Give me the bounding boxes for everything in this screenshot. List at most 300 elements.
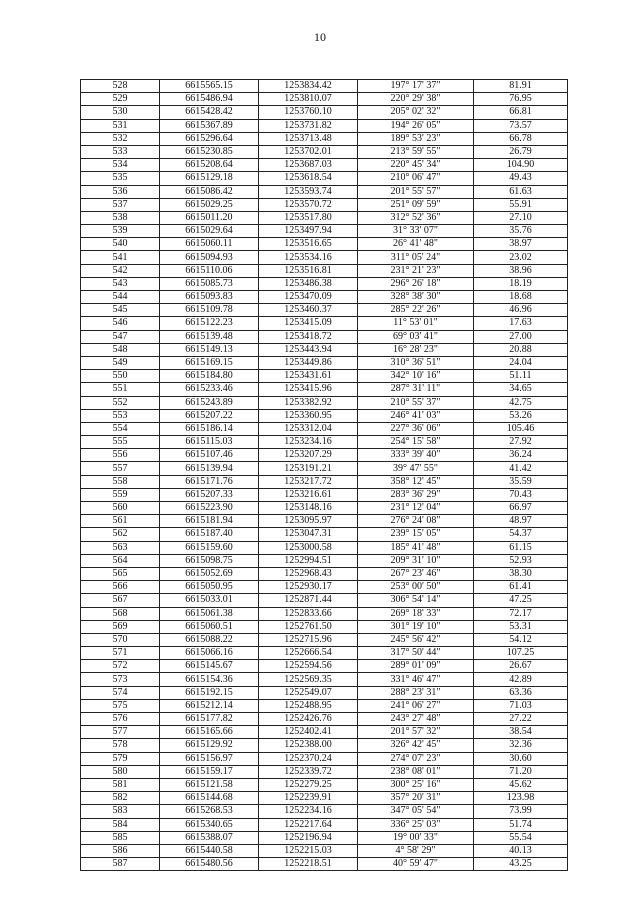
distance-cell: 123.98 [474,792,568,805]
point-number-cell: 581 [81,778,160,791]
distance-cell: 46.96 [474,304,568,317]
point-number-cell: 584 [81,818,160,831]
point-number-cell: 558 [81,475,160,488]
y-coordinate-cell: 1252217.64 [259,818,358,831]
direction-angle-cell: 306° 54' 14" [358,594,474,607]
x-coordinate-cell: 6615052.69 [160,567,259,580]
distance-cell: 47.25 [474,594,568,607]
direction-angle-cell: 185° 41' 48" [358,541,474,554]
y-coordinate-cell: 1252402.41 [259,726,358,739]
x-coordinate-cell: 6615169.15 [160,356,259,369]
x-coordinate-cell: 6615171.76 [160,475,259,488]
direction-angle-cell: 245° 56' 42" [358,633,474,646]
x-coordinate-cell: 6615159.60 [160,541,259,554]
x-coordinate-cell: 6615480.56 [160,858,259,871]
y-coordinate-cell: 1253497.94 [259,225,358,238]
table-row [81,409,568,422]
distance-cell: 42.75 [474,396,568,409]
distance-cell: 18.68 [474,291,568,304]
y-coordinate-cell: 1253570.72 [259,198,358,211]
table-row [81,80,568,93]
distance-cell: 107.25 [474,647,568,660]
point-number-cell: 536 [81,185,160,198]
y-coordinate-cell: 1252488.95 [259,699,358,712]
direction-angle-cell: 312° 52' 36" [358,211,474,224]
distance-cell: 105.46 [474,422,568,435]
table-row [81,422,568,435]
x-coordinate-cell: 6615122.23 [160,317,259,330]
table-row [81,449,568,462]
table-row [81,317,568,330]
x-coordinate-cell: 6615440.58 [160,844,259,857]
table-row [81,211,568,224]
direction-angle-cell: 317° 50' 44" [358,647,474,660]
table-row [81,106,568,119]
table-row [81,198,568,211]
table-row [81,607,568,620]
point-number-cell: 572 [81,660,160,673]
y-coordinate-cell: 1253217.72 [259,475,358,488]
point-number-cell: 561 [81,515,160,528]
point-number-cell: 548 [81,343,160,356]
direction-angle-cell: 253° 00' 50" [358,581,474,594]
table-row [81,502,568,515]
point-number-cell: 565 [81,567,160,580]
direction-angle-cell: 11° 53' 01" [358,317,474,330]
x-coordinate-cell: 6615181.94 [160,515,259,528]
page-number: 10 [314,30,326,44]
point-number-cell: 534 [81,159,160,172]
x-coordinate-cell: 6615156.97 [160,752,259,765]
x-coordinate-cell: 6615367.89 [160,119,259,132]
distance-cell: 66.97 [474,502,568,515]
y-coordinate-cell: 1252279.25 [259,778,358,791]
direction-angle-cell: 26° 41' 48" [358,238,474,251]
y-coordinate-cell: 1252215.03 [259,844,358,857]
point-number-cell: 586 [81,844,160,857]
x-coordinate-cell: 6615061.38 [160,607,259,620]
distance-cell: 38.30 [474,567,568,580]
table-row [81,159,568,172]
x-coordinate-cell: 6615121.58 [160,778,259,791]
direction-angle-cell: 274° 07' 23" [358,752,474,765]
distance-cell: 27.22 [474,713,568,726]
x-coordinate-cell: 6615296.64 [160,132,259,145]
y-coordinate-cell: 1253834.42 [259,80,358,93]
distance-cell: 76.95 [474,93,568,106]
point-number-cell: 579 [81,752,160,765]
point-number-cell: 537 [81,198,160,211]
distance-cell: 71.20 [474,765,568,778]
table-row [81,752,568,765]
x-coordinate-cell: 6615186.14 [160,422,259,435]
point-number-cell: 531 [81,119,160,132]
distance-cell: 51.11 [474,370,568,383]
table-row [81,581,568,594]
x-coordinate-cell: 6615208.64 [160,159,259,172]
distance-cell: 104.90 [474,159,568,172]
distance-cell: 70.43 [474,488,568,501]
table-row [81,726,568,739]
x-coordinate-cell: 6615565.15 [160,80,259,93]
y-coordinate-cell: 1253216.61 [259,488,358,501]
direction-angle-cell: 269° 18' 33" [358,607,474,620]
distance-cell: 27.00 [474,330,568,343]
direction-angle-cell: 220° 29' 38" [358,93,474,106]
y-coordinate-cell: 1253148.16 [259,502,358,515]
direction-angle-cell: 254° 15' 58" [358,436,474,449]
distance-cell: 26.79 [474,145,568,158]
direction-angle-cell: 251° 09' 59" [358,198,474,211]
y-coordinate-cell: 1252218.51 [259,858,358,871]
direction-angle-cell: 336° 25' 03" [358,818,474,831]
point-number-cell: 546 [81,317,160,330]
point-number-cell: 587 [81,858,160,871]
point-number-cell: 539 [81,225,160,238]
y-coordinate-cell: 1252569.35 [259,673,358,686]
y-coordinate-cell: 1253618.54 [259,172,358,185]
point-number-cell: 577 [81,726,160,739]
table-row [81,567,568,580]
x-coordinate-cell: 6615094.93 [160,251,259,264]
x-coordinate-cell: 6615029.64 [160,225,259,238]
distance-cell: 54.37 [474,528,568,541]
distance-cell: 66.78 [474,132,568,145]
distance-cell: 53.31 [474,620,568,633]
y-coordinate-cell: 1252994.51 [259,554,358,567]
x-coordinate-cell: 6615340.65 [160,818,259,831]
x-coordinate-cell: 6615428.42 [160,106,259,119]
table-row [81,541,568,554]
point-number-cell: 560 [81,502,160,515]
y-coordinate-cell: 1253687.03 [259,159,358,172]
table-row [81,343,568,356]
direction-angle-cell: 231° 12' 04" [358,502,474,515]
table-row [81,554,568,567]
direction-angle-cell: 267° 23' 46" [358,567,474,580]
direction-angle-cell: 342° 10' 16" [358,370,474,383]
x-coordinate-cell: 6615207.33 [160,488,259,501]
distance-cell: 53.26 [474,409,568,422]
direction-angle-cell: 220° 45' 34" [358,159,474,172]
distance-cell: 34.65 [474,383,568,396]
y-coordinate-cell: 1253516.65 [259,238,358,251]
distance-cell: 38.97 [474,238,568,251]
point-number-cell: 583 [81,805,160,818]
x-coordinate-cell: 6615223.90 [160,502,259,515]
x-coordinate-cell: 6615177.82 [160,713,259,726]
x-coordinate-cell: 6615192.15 [160,686,259,699]
x-coordinate-cell: 6615243.89 [160,396,259,409]
distance-cell: 30.60 [474,752,568,765]
table-row [81,647,568,660]
y-coordinate-cell: 1252370.24 [259,752,358,765]
x-coordinate-cell: 6615098.75 [160,554,259,567]
table-row [81,291,568,304]
point-number-cell: 554 [81,422,160,435]
point-number-cell: 550 [81,370,160,383]
table-row [81,132,568,145]
y-coordinate-cell: 1253191.21 [259,462,358,475]
direction-angle-cell: 357° 20' 31" [358,792,474,805]
y-coordinate-cell: 1253382.92 [259,396,358,409]
x-coordinate-cell: 6615093.83 [160,291,259,304]
direction-angle-cell: 310° 36' 51" [358,356,474,369]
table-row [81,304,568,317]
point-number-cell: 559 [81,488,160,501]
distance-cell: 27.10 [474,211,568,224]
table-row [81,356,568,369]
x-coordinate-cell: 6615060.11 [160,238,259,251]
direction-angle-cell: 276° 24' 08" [358,515,474,528]
point-number-cell: 552 [81,396,160,409]
direction-angle-cell: 205° 02' 32" [358,106,474,119]
y-coordinate-cell: 1252426.76 [259,713,358,726]
direction-angle-cell: 311° 05' 24" [358,251,474,264]
direction-angle-cell: 241° 06' 27" [358,699,474,712]
table-row [81,515,568,528]
table-row [81,739,568,752]
x-coordinate-cell: 6615144.68 [160,792,259,805]
point-number-cell: 535 [81,172,160,185]
point-number-cell: 578 [81,739,160,752]
y-coordinate-cell: 1253517.80 [259,211,358,224]
y-coordinate-cell: 1253713.48 [259,132,358,145]
distance-cell: 45.62 [474,778,568,791]
distance-cell: 48.97 [474,515,568,528]
y-coordinate-cell: 1253470.09 [259,291,358,304]
direction-angle-cell: 296° 26' 18" [358,277,474,290]
y-coordinate-cell: 1253760.10 [259,106,358,119]
table-row [81,383,568,396]
point-number-cell: 576 [81,713,160,726]
x-coordinate-cell: 6615107.46 [160,449,259,462]
point-number-cell: 549 [81,356,160,369]
x-coordinate-cell: 6615066.16 [160,647,259,660]
x-coordinate-cell: 6615129.92 [160,739,259,752]
x-coordinate-cell: 6615115.03 [160,436,259,449]
direction-angle-cell: 210° 55' 37" [358,396,474,409]
point-number-cell: 564 [81,554,160,567]
point-number-cell: 573 [81,673,160,686]
direction-angle-cell: 69° 03' 41" [358,330,474,343]
direction-angle-cell: 210° 06' 47" [358,172,474,185]
y-coordinate-cell: 1253810.07 [259,93,358,106]
point-number-cell: 585 [81,831,160,844]
y-coordinate-cell: 1252968.43 [259,567,358,580]
point-number-cell: 582 [81,792,160,805]
y-coordinate-cell: 1253415.96 [259,383,358,396]
coordinates-table [80,79,568,871]
x-coordinate-cell: 6615029.25 [160,198,259,211]
direction-angle-cell: 347° 05' 54" [358,805,474,818]
point-number-cell: 541 [81,251,160,264]
table-row [81,765,568,778]
direction-angle-cell: 333° 39' 40" [358,449,474,462]
direction-angle-cell: 239° 15' 05" [358,528,474,541]
point-number-cell: 575 [81,699,160,712]
x-coordinate-cell: 6615486.94 [160,93,259,106]
direction-angle-cell: 201° 55' 57" [358,185,474,198]
y-coordinate-cell: 1252715.96 [259,633,358,646]
distance-cell: 63.36 [474,686,568,699]
x-coordinate-cell: 6615149.13 [160,343,259,356]
distance-cell: 38.96 [474,264,568,277]
y-coordinate-cell: 1253731.82 [259,119,358,132]
direction-angle-cell: 194° 26' 05" [358,119,474,132]
table-row [81,673,568,686]
point-number-cell: 551 [81,383,160,396]
x-coordinate-cell: 6615033.01 [160,594,259,607]
point-number-cell: 530 [81,106,160,119]
x-coordinate-cell: 6615086.42 [160,185,259,198]
y-coordinate-cell: 1252239.91 [259,792,358,805]
y-coordinate-cell: 1252339.72 [259,765,358,778]
x-coordinate-cell: 6615060.51 [160,620,259,633]
direction-angle-cell: 227° 36' 06" [358,422,474,435]
x-coordinate-cell: 6615139.94 [160,462,259,475]
table-row [81,633,568,646]
table-row [81,277,568,290]
y-coordinate-cell: 1252666.54 [259,647,358,660]
point-number-cell: 571 [81,647,160,660]
x-coordinate-cell: 6615230.85 [160,145,259,158]
point-number-cell: 566 [81,581,160,594]
y-coordinate-cell: 1252234.16 [259,805,358,818]
y-coordinate-cell: 1252833.66 [259,607,358,620]
distance-cell: 61.63 [474,185,568,198]
x-coordinate-cell: 6615050.95 [160,581,259,594]
table-row [81,370,568,383]
distance-cell: 55.54 [474,831,568,844]
point-number-cell: 538 [81,211,160,224]
point-number-cell: 555 [81,436,160,449]
x-coordinate-cell: 6615129.18 [160,172,259,185]
y-coordinate-cell: 1252196.94 [259,831,358,844]
direction-angle-cell: 328° 38' 30" [358,291,474,304]
point-number-cell: 528 [81,80,160,93]
distance-cell: 51.74 [474,818,568,831]
y-coordinate-cell: 1252930.17 [259,581,358,594]
point-number-cell: 529 [81,93,160,106]
distance-cell: 23.02 [474,251,568,264]
direction-angle-cell: 331° 46' 47" [358,673,474,686]
direction-angle-cell: 285° 22' 26" [358,304,474,317]
x-coordinate-cell: 6615212.14 [160,699,259,712]
distance-cell: 55.91 [474,198,568,211]
point-number-cell: 557 [81,462,160,475]
x-coordinate-cell: 6615159.17 [160,765,259,778]
direction-angle-cell: 4° 58' 29" [358,844,474,857]
distance-cell: 61.41 [474,581,568,594]
x-coordinate-cell: 6615085.73 [160,277,259,290]
x-coordinate-cell: 6615109.78 [160,304,259,317]
y-coordinate-cell: 1253593.74 [259,185,358,198]
distance-cell: 72.17 [474,607,568,620]
direction-angle-cell: 301° 19' 10" [358,620,474,633]
y-coordinate-cell: 1253443.94 [259,343,358,356]
table-row [81,145,568,158]
direction-angle-cell: 19° 00' 33" [358,831,474,844]
direction-angle-cell: 288° 23' 31" [358,686,474,699]
distance-cell: 71.03 [474,699,568,712]
table-row [81,264,568,277]
table-row [81,528,568,541]
point-number-cell: 563 [81,541,160,554]
distance-cell: 36.24 [474,449,568,462]
table-row [81,831,568,844]
direction-angle-cell: 16° 28' 23" [358,343,474,356]
point-number-cell: 556 [81,449,160,462]
direction-angle-cell: 40° 59' 47" [358,858,474,871]
direction-angle-cell: 197° 17' 37" [358,80,474,93]
distance-cell: 38.54 [474,726,568,739]
y-coordinate-cell: 1253418.72 [259,330,358,343]
table-row [81,858,568,871]
y-coordinate-cell: 1252594.56 [259,660,358,673]
table-row [81,251,568,264]
point-number-cell: 569 [81,620,160,633]
distance-cell: 35.76 [474,225,568,238]
point-number-cell: 544 [81,291,160,304]
direction-angle-cell: 289° 01' 09" [358,660,474,673]
distance-cell: 41.42 [474,462,568,475]
y-coordinate-cell: 1253415.09 [259,317,358,330]
direction-angle-cell: 31° 33' 07" [358,225,474,238]
y-coordinate-cell: 1253534.16 [259,251,358,264]
distance-cell: 17.63 [474,317,568,330]
direction-angle-cell: 209° 31' 10" [358,554,474,567]
distance-cell: 61.15 [474,541,568,554]
distance-cell: 66.81 [474,106,568,119]
y-coordinate-cell: 1253047.31 [259,528,358,541]
x-coordinate-cell: 6615110.06 [160,264,259,277]
point-number-cell: 580 [81,765,160,778]
distance-cell: 26.67 [474,660,568,673]
y-coordinate-cell: 1252761.50 [259,620,358,633]
x-coordinate-cell: 6615184.80 [160,370,259,383]
y-coordinate-cell: 1253360.95 [259,409,358,422]
y-coordinate-cell: 1253000.58 [259,541,358,554]
direction-angle-cell: 243° 27' 48" [358,713,474,726]
table-row [81,225,568,238]
table-row [81,488,568,501]
distance-cell: 81.91 [474,80,568,93]
x-coordinate-cell: 6615388.07 [160,831,259,844]
distance-cell: 52.93 [474,554,568,567]
y-coordinate-cell: 1253486.38 [259,277,358,290]
direction-angle-cell: 201° 57' 32" [358,726,474,739]
table-row [81,119,568,132]
distance-cell: 73.57 [474,119,568,132]
direction-angle-cell: 326° 42' 45" [358,739,474,752]
point-number-cell: 545 [81,304,160,317]
distance-cell: 32.36 [474,739,568,752]
table-row [81,713,568,726]
direction-angle-cell: 231° 21' 23" [358,264,474,277]
table-row [81,660,568,673]
table-row [81,93,568,106]
distance-cell: 54.12 [474,633,568,646]
distance-cell: 35.59 [474,475,568,488]
table-row [81,792,568,805]
table-row [81,330,568,343]
direction-angle-cell: 358° 12' 45" [358,475,474,488]
distance-cell: 43.25 [474,858,568,871]
x-coordinate-cell: 6615268.53 [160,805,259,818]
distance-cell: 18.19 [474,277,568,290]
point-number-cell: 568 [81,607,160,620]
